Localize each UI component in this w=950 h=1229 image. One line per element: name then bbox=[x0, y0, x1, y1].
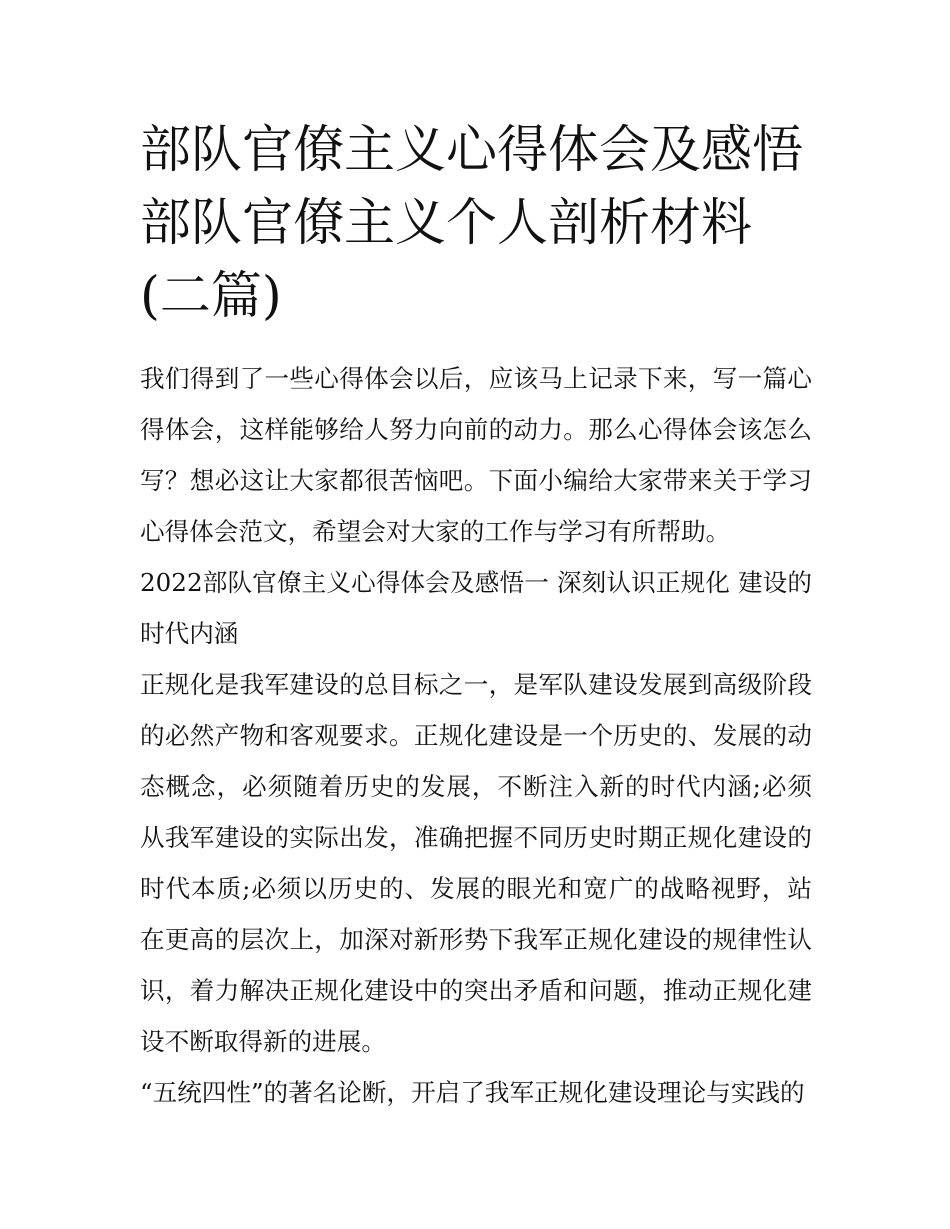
body-paragraph-continued: “五统四性”的著名论断，开启了我军正规化建设理论与实践的 bbox=[140, 1078, 805, 1107]
body-paragraph: 正规化是我军建设的总目标之一，是军队建设发展到高级阶段的必然产物和客观要求。正规化建设是一个历史的、发展的动态概念，必须随着历史的发展，不断注入新的时代内涵;必须从我军建设的实际出发，准确把握不同历史时期正规化建设的时代本质;必须以历史的、发展的眼光和宽广的战略视野，站在更高的层次上，加深对新形势下我军正规化建设的规律性认识，着力解决正规化建设中的突出矛盾和问题，推动正规化建设不断取得新的进展。 bbox=[140, 670, 812, 1056]
intro-paragraph: 我们得到了一些心得体会以后，应该马上记录下来，写一篇心得体会，这样能够给人努力向前的动力。那么心得体会该怎么写？想必这让大家都很苦恼吧。下面小编给大家带来关于学习心得体会范文，希望会对大家的工作与学习有所帮助。 bbox=[140, 364, 812, 546]
document-body bbox=[140, 114, 812, 1118]
section-heading-paragraph: 2022部队官僚主义心得体会及感悟一 深刻认识正规化 建设的时代内涵 bbox=[140, 568, 812, 648]
document-title: 部队官僚主义心得体会及感悟部队官僚主义个人剖析材料(二篇) bbox=[140, 121, 804, 326]
